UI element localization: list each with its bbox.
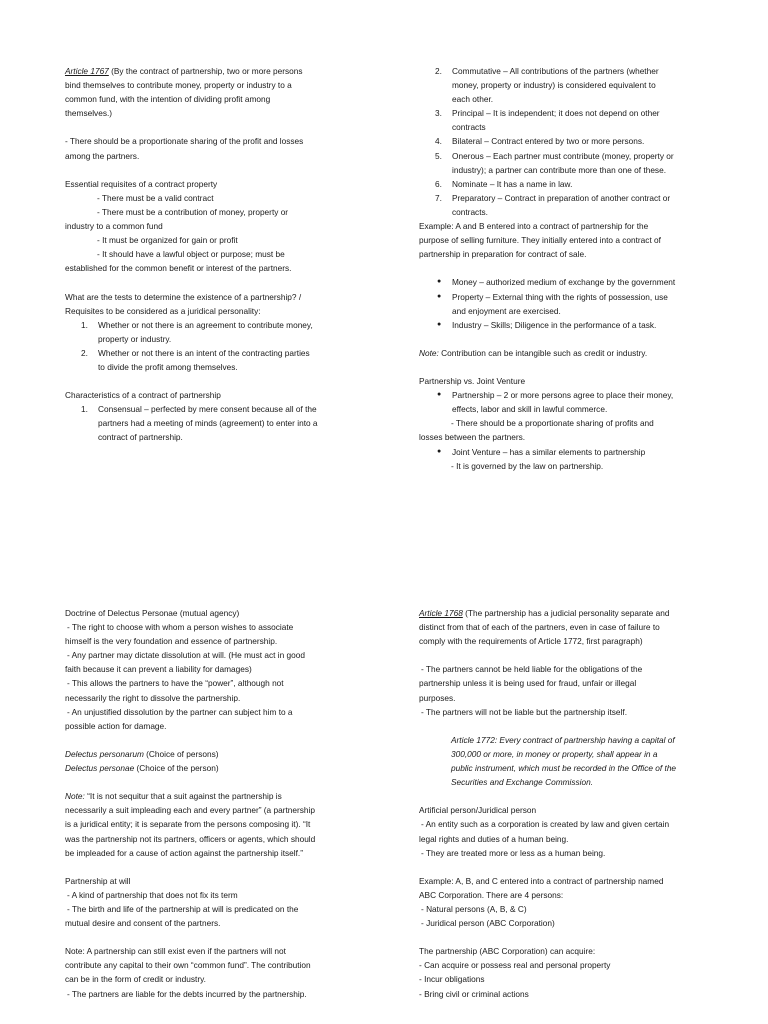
list-line: Partnership – 2 or more persons agree to place their money,	[452, 390, 674, 401]
list-item	[65, 318, 351, 346]
characteristics-heading: Characteristics of a contract of partnership	[65, 390, 221, 401]
text-line: - It is governed by the law on partnership.	[451, 460, 604, 471]
example-line: purpose of selling furniture. They initially entered into a contract of	[419, 235, 661, 246]
example-line: Example: A and B entered into a contract of partnership for the	[419, 221, 649, 232]
bullet-icon: ●	[437, 292, 442, 300]
tests-heading: Requisites to be considered as a juridical personality:	[65, 305, 261, 316]
note-line: contribute any capital to their own “common fund”. The contribution	[65, 960, 311, 971]
text-line: faith because it can prevent a liability for damages)	[65, 664, 252, 675]
definition-line	[65, 747, 351, 761]
definition-line	[65, 761, 351, 775]
note-label: Note:	[65, 791, 85, 802]
list-item	[419, 290, 709, 318]
article-1768-title: Article 1768	[419, 608, 463, 618]
characteristics-list	[65, 402, 351, 444]
list-number: 4.	[435, 136, 442, 147]
juridical-person-heading: Artificial person/Juridical person	[419, 805, 537, 816]
section-delectus-personae	[65, 606, 351, 1001]
note-line: was the partnership not its partners, officers or agents, which should	[65, 833, 316, 844]
text-line: among the partners.	[65, 150, 140, 161]
list-line: Property – External thing with the rights of possession, use	[452, 291, 668, 302]
bullet-icon: ●	[437, 391, 442, 399]
list-item	[419, 134, 709, 148]
list-number: 1.	[81, 319, 88, 330]
list-number: 5.	[435, 150, 442, 161]
text-line: possible action for damage.	[65, 720, 167, 731]
article-1768-line: distinct from that of each of the partners, even in case of failure to	[419, 622, 660, 633]
text-line: - The partners will not be liable but the partnership itself.	[421, 706, 627, 717]
list-line: and enjoyment are exercised.	[452, 305, 561, 316]
list-item	[419, 64, 709, 106]
list-number: 2.	[81, 347, 88, 358]
list-item	[419, 106, 709, 134]
list-line: Preparatory – Contract in preparation of another contract or	[452, 192, 671, 203]
list-item	[419, 149, 709, 177]
list-number: 7.	[435, 192, 442, 203]
article-1772-quote-line: Article 1772: Every contract of partnership having a capital of	[451, 734, 675, 745]
definition-text: (Choice of the person)	[134, 763, 219, 774]
list-line: each other.	[452, 94, 494, 105]
note-line: Note: A partnership can still exist even if the partners will not	[65, 946, 286, 957]
note-line: is a juridical entity; it is separate from the persons composing it). “It	[65, 819, 311, 830]
text-line: - A kind of partnership that does not fix its term	[67, 889, 238, 900]
article-1767-line: themselves.)	[65, 108, 113, 119]
example-line: partnership in preparation for contract of sale.	[419, 249, 587, 260]
note-line: necessarily a suit impleading each and every partner” (a partnership	[65, 805, 315, 816]
list-line: Money – authorized medium of exchange by the government	[452, 277, 676, 288]
example-line: - Natural persons (A, B, & C)	[421, 903, 527, 914]
list-item	[65, 402, 351, 444]
list-line: effects, labor and skill in lawful commerce.	[452, 404, 608, 415]
list-line: Principal – It is independent; it does not depend on other	[452, 108, 660, 119]
requisite-item: established for the common benefit or interest of the partners.	[65, 263, 292, 274]
text-line: - There should be a proportionate sharing of the profit and losses	[65, 136, 304, 147]
list-number: 6.	[435, 178, 442, 189]
list-item	[419, 191, 709, 219]
list-number: 1.	[81, 404, 88, 415]
acquire-item: - Bring civil or criminal actions	[419, 988, 529, 999]
list-line: Whether or not there is an agreement to contribute money,	[98, 319, 313, 330]
contribution-types-list	[419, 275, 709, 331]
text-line: - The birth and life of the partnership at will is predicated on the	[67, 903, 299, 914]
section-characteristics	[419, 64, 709, 473]
example-line: ABC Corporation. There are 4 persons:	[419, 889, 564, 900]
partnership-vs-jv-list	[419, 388, 709, 416]
note-text: “It is not sequitur that a suit against the partnership is	[84, 791, 282, 802]
text-line: - They are treated more or less as a human being.	[421, 847, 606, 858]
list-line: to divide the profit among themselves.	[98, 361, 238, 372]
article-1768-line: comply with the requirements of Article 1772, first paragraph)	[419, 636, 643, 647]
article-1767-paragraph	[65, 64, 351, 78]
section-article-1768	[419, 606, 709, 1001]
bullet-icon: ●	[437, 447, 442, 455]
text-line: - The partners cannot be held liable for the obligations of the	[421, 664, 643, 675]
text-line: losses between the partners.	[419, 432, 526, 443]
list-line: Nominate – It has a name in law.	[452, 178, 573, 189]
list-line: partners had a meeting of minds (agreement) to enter into a	[98, 418, 318, 429]
list-line: Bilateral – Contract entered by two or more persons.	[452, 136, 645, 147]
text-line: himself is the very foundation and essence of partnership.	[65, 636, 278, 647]
list-item	[419, 445, 709, 459]
text-line: purposes.	[419, 692, 456, 703]
article-1768-line: (The partnership has a judicial personality separate and	[462, 608, 670, 618]
note-line: be impleaded for a cause of action against the partnership itself.”	[65, 847, 303, 858]
section-article-1767	[65, 64, 351, 445]
acquire-item: - Can acquire or possess real and personal property	[419, 960, 611, 971]
list-line: industry); a partner can contribute more than one of these.	[452, 164, 666, 175]
list-line: Industry – Skills; Diligence in the performance of a task.	[452, 319, 657, 330]
list-line: Whether or not there is an intent of the contracting parties	[98, 347, 310, 358]
bullet-icon: ●	[437, 278, 442, 286]
note-paragraph	[65, 789, 351, 803]
bullet-icon: ●	[437, 320, 442, 328]
article-1767-line: bind themselves to contribute money, property or industry to a	[65, 80, 292, 91]
acquire-heading: The partnership (ABC Corporation) can acquire:	[419, 946, 596, 957]
acquire-item: - Incur obligations	[419, 974, 485, 985]
list-line: property or industry.	[98, 333, 172, 344]
requisite-item: - There must be a contribution of money, property or	[97, 206, 289, 217]
list-item	[419, 275, 709, 289]
example-line: - Juridical person (ABC Corporation)	[421, 918, 555, 929]
list-line: contracts	[452, 122, 486, 133]
requisite-item: - There must be a valid contract	[97, 192, 214, 203]
list-line: contract of partnership.	[98, 432, 183, 443]
tests-list	[65, 318, 351, 374]
note-label: Note:	[419, 347, 439, 358]
text-line: - Any partner may dictate dissolution at will. (He must act in good	[67, 650, 305, 661]
note-line: - The partners are liable for the debts incurred by the partnership.	[67, 988, 307, 999]
example-line: Example: A, B, and C entered into a contract of partnership named	[419, 875, 664, 886]
text-line: necessarily the right to dissolve the partnership.	[65, 692, 241, 703]
list-line: Joint Venture – has a similar elements to partnership	[452, 446, 646, 457]
text-line: - An entity such as a corporation is created by law and given certain	[421, 819, 670, 830]
article-1767-title: Article 1767	[65, 66, 109, 76]
doctrine-heading: Doctrine of Delectus Personae (mutual agency)	[65, 608, 240, 618]
definition-term: Delectus personae	[65, 763, 135, 774]
requisite-item: - It must be organized for gain or profit	[97, 235, 238, 246]
article-1767-line: common fund, with the intention of dividing profit among	[65, 94, 271, 105]
requisites-heading: Essential requisites of a contract property	[65, 178, 218, 189]
list-item	[419, 318, 709, 332]
definition-text: (Choice of persons)	[143, 748, 219, 759]
requisite-item: - It should have a lawful object or purpose; must be	[97, 249, 285, 260]
list-item	[419, 388, 709, 416]
text-line: partnership unless it is being used for fraud, unfair or illegal	[419, 678, 637, 689]
text-line: - An unjustified dissolution by the partner can subject him to a	[67, 706, 293, 717]
list-item	[65, 346, 351, 374]
definition-term: Delectus personarum	[65, 748, 144, 759]
list-line: Consensual – perfected by mere consent because all of the	[98, 404, 317, 415]
article-1772-quote-line: Securities and Exchange Commission.	[451, 777, 594, 788]
text-line: - This allows the partners to have the “power”, although not	[67, 678, 284, 689]
characteristics-list-cont	[419, 64, 709, 219]
text-line: - The right to choose with whom a person wishes to associate	[67, 622, 294, 633]
article-1767-line: (By the contract of partnership, two or more persons	[108, 66, 303, 76]
partnership-vs-jv-heading: Partnership vs. Joint Venture	[419, 376, 526, 387]
note-paragraph	[419, 346, 709, 360]
text-line: mutual desire and consent of the partners.	[65, 918, 221, 929]
note-text: Contribution can be intangible such as credit or industry.	[438, 347, 648, 358]
text-line: legal rights and duties of a human being.	[419, 833, 569, 844]
article-1768-paragraph	[419, 606, 709, 620]
article-1772-quote-line: 300,000 or more, in money or property, shall appear in a	[451, 748, 658, 759]
list-line: contracts.	[452, 206, 488, 217]
list-number: 3.	[435, 108, 442, 119]
partnership-vs-jv-list	[419, 445, 709, 459]
list-line: Commutative – All contributions of the partners (whether	[452, 66, 659, 76]
partnership-at-will-heading: Partnership at will	[65, 875, 131, 886]
note-line: can be in the form of credit or industry.	[65, 974, 206, 985]
text-line: - There should be a proportionate sharing of profits and	[451, 418, 654, 429]
requisite-item: industry to a common fund	[65, 221, 163, 232]
list-line: Onerous – Each partner must contribute (money, property or	[452, 150, 674, 161]
tests-heading: What are the tests to determine the existence of a partnership? /	[65, 291, 302, 302]
list-item	[419, 177, 709, 191]
list-line: money, property or industry) is considered equivalent to	[452, 80, 656, 91]
article-1772-quote-line: public instrument, which must be recorded in the Office of the	[451, 763, 677, 774]
list-number: 2.	[435, 66, 442, 76]
